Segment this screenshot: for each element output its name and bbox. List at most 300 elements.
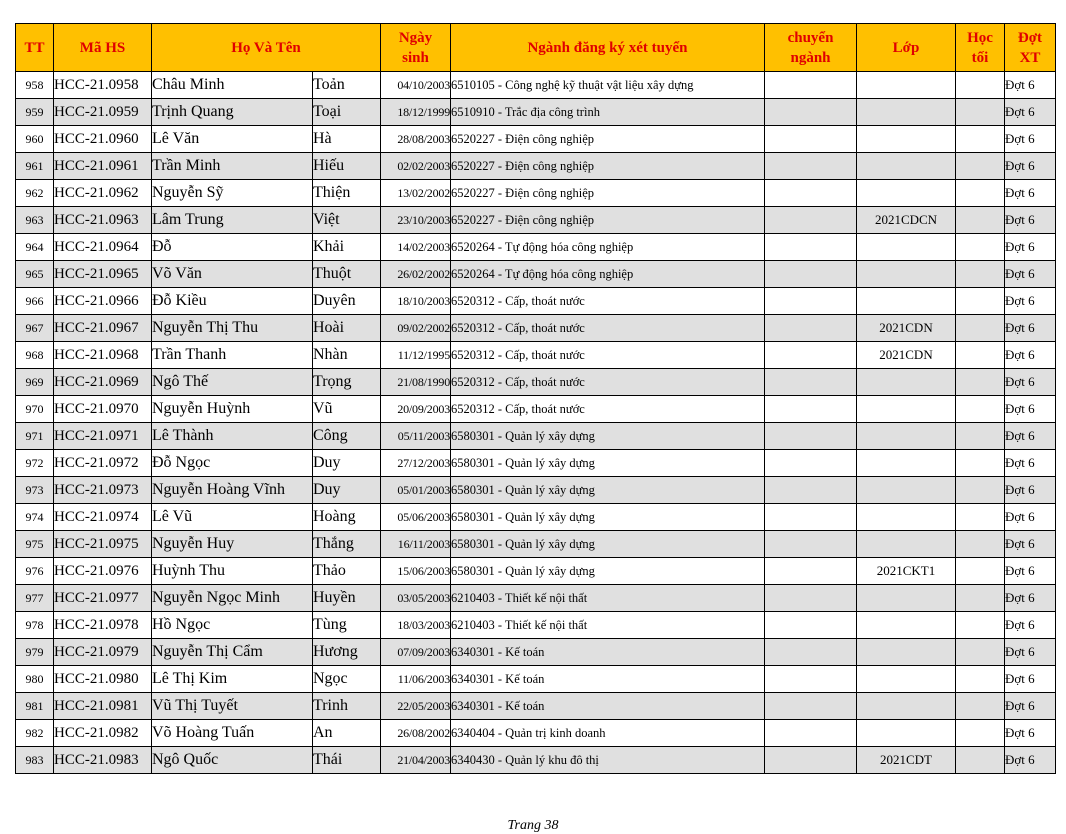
cell-hoc-toi bbox=[956, 585, 1005, 612]
cell-lop bbox=[857, 153, 956, 180]
header-ngay-sinh-line1: Ngày bbox=[398, 29, 433, 46]
cell-tt: 975 bbox=[16, 531, 54, 558]
cell-ten: Việt bbox=[313, 207, 381, 234]
cell-nganh: 6340301 - Kế toán bbox=[451, 666, 765, 693]
cell-tt: 965 bbox=[16, 261, 54, 288]
cell-lop: 2021CKT1 bbox=[857, 558, 956, 585]
cell-chuyen-nganh bbox=[765, 288, 857, 315]
cell-hoc-toi bbox=[956, 693, 1005, 720]
cell-nganh: 6520227 - Điện công nghiệp bbox=[451, 180, 765, 207]
cell-ma-hs: HCC-21.0958 bbox=[54, 72, 152, 99]
cell-lop bbox=[857, 72, 956, 99]
cell-hoc-toi bbox=[956, 261, 1005, 288]
header-ma-hs: Mã HS bbox=[54, 24, 152, 72]
cell-hoc-toi bbox=[956, 612, 1005, 639]
cell-hoc-toi bbox=[956, 72, 1005, 99]
cell-tt: 980 bbox=[16, 666, 54, 693]
cell-ho-ten-dem: Võ Văn bbox=[152, 261, 313, 288]
cell-lop bbox=[857, 180, 956, 207]
cell-chuyen-nganh bbox=[765, 261, 857, 288]
cell-ma-hs: HCC-21.0974 bbox=[54, 504, 152, 531]
cell-ngay-sinh: 21/04/2003 bbox=[381, 747, 451, 774]
cell-ma-hs: HCC-21.0965 bbox=[54, 261, 152, 288]
cell-ten: Nhàn bbox=[313, 342, 381, 369]
header-ngay-sinh-line2: sinh bbox=[402, 49, 429, 66]
cell-dot-xt: Đợt 6 bbox=[1005, 153, 1056, 180]
cell-chuyen-nganh bbox=[765, 585, 857, 612]
cell-tt: 958 bbox=[16, 72, 54, 99]
cell-nganh: 6520264 - Tự động hóa công nghiệp bbox=[451, 261, 765, 288]
cell-ho-ten-dem: Nguyễn Huy bbox=[152, 531, 313, 558]
table-row bbox=[16, 639, 1056, 666]
cell-ho-ten-dem: Đỗ Ngọc bbox=[152, 450, 313, 477]
header-chuyen-nganh bbox=[765, 24, 857, 72]
cell-lop bbox=[857, 585, 956, 612]
cell-nganh: 6580301 - Quản lý xây dựng bbox=[451, 558, 765, 585]
cell-ten: Huyền bbox=[313, 585, 381, 612]
cell-nganh: 6520312 - Cấp, thoát nước bbox=[451, 369, 765, 396]
cell-tt: 967 bbox=[16, 315, 54, 342]
cell-lop bbox=[857, 288, 956, 315]
cell-lop bbox=[857, 126, 956, 153]
cell-hoc-toi bbox=[956, 369, 1005, 396]
cell-ho-ten-dem: Đỗ bbox=[152, 234, 313, 261]
cell-dot-xt: Đợt 6 bbox=[1005, 99, 1056, 126]
cell-nganh: 6340404 - Quản trị kinh doanh bbox=[451, 720, 765, 747]
cell-dot-xt: Đợt 6 bbox=[1005, 504, 1056, 531]
cell-lop bbox=[857, 720, 956, 747]
cell-ho-ten-dem: Châu Minh bbox=[152, 72, 313, 99]
cell-ho-ten-dem: Đỗ Kiều bbox=[152, 288, 313, 315]
cell-ngay-sinh: 28/08/2003 bbox=[381, 126, 451, 153]
cell-ma-hs: HCC-21.0961 bbox=[54, 153, 152, 180]
table-row bbox=[16, 423, 1056, 450]
cell-chuyen-nganh bbox=[765, 450, 857, 477]
table-row bbox=[16, 369, 1056, 396]
cell-dot-xt: Đợt 6 bbox=[1005, 207, 1056, 234]
cell-hoc-toi bbox=[956, 396, 1005, 423]
cell-dot-xt: Đợt 6 bbox=[1005, 180, 1056, 207]
cell-hoc-toi bbox=[956, 180, 1005, 207]
cell-nganh: 6520227 - Điện công nghiệp bbox=[451, 207, 765, 234]
cell-chuyen-nganh bbox=[765, 72, 857, 99]
cell-tt: 976 bbox=[16, 558, 54, 585]
cell-ma-hs: HCC-21.0970 bbox=[54, 396, 152, 423]
cell-ngay-sinh: 18/12/1999 bbox=[381, 99, 451, 126]
cell-nganh: 6520312 - Cấp, thoát nước bbox=[451, 288, 765, 315]
cell-tt: 971 bbox=[16, 423, 54, 450]
cell-ten: Hương bbox=[313, 639, 381, 666]
cell-dot-xt: Đợt 6 bbox=[1005, 585, 1056, 612]
cell-ten: Tùng bbox=[313, 612, 381, 639]
cell-ho-ten-dem: Nguyễn Ngọc Minh bbox=[152, 585, 313, 612]
cell-hoc-toi bbox=[956, 99, 1005, 126]
table-row bbox=[16, 234, 1056, 261]
cell-ho-ten-dem: Huỳnh Thu bbox=[152, 558, 313, 585]
cell-ho-ten-dem: Võ Hoàng Tuấn bbox=[152, 720, 313, 747]
cell-ho-ten-dem: Nguyễn Hoàng Vĩnh bbox=[152, 477, 313, 504]
page-number: Trang 38 bbox=[507, 818, 559, 833]
cell-chuyen-nganh bbox=[765, 747, 857, 774]
cell-ho-ten-dem: Trần Minh bbox=[152, 153, 313, 180]
cell-hoc-toi bbox=[956, 747, 1005, 774]
cell-ma-hs: HCC-21.0966 bbox=[54, 288, 152, 315]
table-row bbox=[16, 72, 1056, 99]
cell-tt: 966 bbox=[16, 288, 54, 315]
header-ho-ten: Họ Và Tên bbox=[152, 24, 381, 72]
cell-chuyen-nganh bbox=[765, 342, 857, 369]
cell-nganh: 6520264 - Tự động hóa công nghiệp bbox=[451, 234, 765, 261]
cell-ngay-sinh: 22/05/2003 bbox=[381, 693, 451, 720]
cell-lop bbox=[857, 639, 956, 666]
cell-dot-xt: Đợt 6 bbox=[1005, 720, 1056, 747]
table-row bbox=[16, 477, 1056, 504]
cell-dot-xt: Đợt 6 bbox=[1005, 288, 1056, 315]
cell-nganh: 6580301 - Quản lý xây dựng bbox=[451, 450, 765, 477]
cell-nganh: 6520227 - Điện công nghiệp bbox=[451, 153, 765, 180]
cell-ngay-sinh: 03/05/2003 bbox=[381, 585, 451, 612]
cell-ten: Thảo bbox=[313, 558, 381, 585]
cell-ngay-sinh: 15/06/2003 bbox=[381, 558, 451, 585]
cell-ma-hs: HCC-21.0982 bbox=[54, 720, 152, 747]
table-row bbox=[16, 450, 1056, 477]
cell-ho-ten-dem: Lê Văn bbox=[152, 126, 313, 153]
cell-ngay-sinh: 14/02/2003 bbox=[381, 234, 451, 261]
header-nganh: Ngành đăng ký xét tuyển bbox=[451, 24, 765, 72]
cell-chuyen-nganh bbox=[765, 180, 857, 207]
cell-ten: Trinh bbox=[313, 693, 381, 720]
cell-dot-xt: Đợt 6 bbox=[1005, 234, 1056, 261]
header-ngay-sinh bbox=[381, 24, 451, 72]
cell-ma-hs: HCC-21.0959 bbox=[54, 99, 152, 126]
cell-ngay-sinh: 18/10/2003 bbox=[381, 288, 451, 315]
cell-tt: 982 bbox=[16, 720, 54, 747]
cell-ngay-sinh: 07/09/2003 bbox=[381, 639, 451, 666]
cell-chuyen-nganh bbox=[765, 315, 857, 342]
cell-lop bbox=[857, 450, 956, 477]
cell-nganh: 6580301 - Quản lý xây dựng bbox=[451, 477, 765, 504]
cell-lop: 2021CDCN bbox=[857, 207, 956, 234]
cell-hoc-toi bbox=[956, 477, 1005, 504]
table-row bbox=[16, 531, 1056, 558]
cell-ma-hs: HCC-21.0979 bbox=[54, 639, 152, 666]
cell-chuyen-nganh bbox=[765, 126, 857, 153]
cell-ten: An bbox=[313, 720, 381, 747]
cell-hoc-toi bbox=[956, 288, 1005, 315]
cell-tt: 973 bbox=[16, 477, 54, 504]
cell-ma-hs: HCC-21.0972 bbox=[54, 450, 152, 477]
header-dot-xt bbox=[1005, 24, 1056, 72]
cell-ma-hs: HCC-21.0973 bbox=[54, 477, 152, 504]
cell-ho-ten-dem: Lâm Trung bbox=[152, 207, 313, 234]
table-row bbox=[16, 504, 1056, 531]
cell-ma-hs: HCC-21.0977 bbox=[54, 585, 152, 612]
cell-nganh: 6580301 - Quản lý xây dựng bbox=[451, 504, 765, 531]
header-hoc-toi-line2: tối bbox=[971, 49, 989, 66]
cell-tt: 969 bbox=[16, 369, 54, 396]
cell-lop: 2021CDN bbox=[857, 315, 956, 342]
table-row bbox=[16, 585, 1056, 612]
cell-tt: 963 bbox=[16, 207, 54, 234]
header-tt: TT bbox=[16, 24, 54, 72]
cell-chuyen-nganh bbox=[765, 666, 857, 693]
cell-ma-hs: HCC-21.0983 bbox=[54, 747, 152, 774]
cell-ten: Toại bbox=[313, 99, 381, 126]
cell-ngay-sinh: 04/10/2003 bbox=[381, 72, 451, 99]
cell-ngay-sinh: 05/06/2003 bbox=[381, 504, 451, 531]
table-row bbox=[16, 612, 1056, 639]
cell-dot-xt: Đợt 6 bbox=[1005, 531, 1056, 558]
cell-chuyen-nganh bbox=[765, 531, 857, 558]
table-row bbox=[16, 207, 1056, 234]
cell-nganh: 6340301 - Kế toán bbox=[451, 639, 765, 666]
cell-tt: 962 bbox=[16, 180, 54, 207]
cell-lop bbox=[857, 396, 956, 423]
cell-chuyen-nganh bbox=[765, 612, 857, 639]
cell-hoc-toi bbox=[956, 639, 1005, 666]
cell-dot-xt: Đợt 6 bbox=[1005, 693, 1056, 720]
cell-ma-hs: HCC-21.0960 bbox=[54, 126, 152, 153]
cell-ho-ten-dem: Hồ Ngọc bbox=[152, 612, 313, 639]
cell-tt: 981 bbox=[16, 693, 54, 720]
cell-ngay-sinh: 09/02/2002 bbox=[381, 315, 451, 342]
cell-ho-ten-dem: Nguyễn Sỹ bbox=[152, 180, 313, 207]
cell-lop: 2021CDT bbox=[857, 747, 956, 774]
cell-lop: 2021CDN bbox=[857, 342, 956, 369]
cell-ngay-sinh: 21/08/1990 bbox=[381, 369, 451, 396]
table-row bbox=[16, 261, 1056, 288]
cell-ma-hs: HCC-21.0964 bbox=[54, 234, 152, 261]
cell-ten: Hiếu bbox=[313, 153, 381, 180]
table-row bbox=[16, 396, 1056, 423]
cell-chuyen-nganh bbox=[765, 423, 857, 450]
cell-chuyen-nganh bbox=[765, 207, 857, 234]
cell-hoc-toi bbox=[956, 153, 1005, 180]
table-row bbox=[16, 180, 1056, 207]
cell-dot-xt: Đợt 6 bbox=[1005, 126, 1056, 153]
cell-chuyen-nganh bbox=[765, 720, 857, 747]
cell-hoc-toi bbox=[956, 234, 1005, 261]
cell-ten: Hoài bbox=[313, 315, 381, 342]
cell-ho-ten-dem: Ngô Thế bbox=[152, 369, 313, 396]
cell-dot-xt: Đợt 6 bbox=[1005, 423, 1056, 450]
header-row bbox=[16, 24, 1056, 72]
cell-nganh: 6520227 - Điện công nghiệp bbox=[451, 126, 765, 153]
table-row bbox=[16, 126, 1056, 153]
cell-ten: Ngọc bbox=[313, 666, 381, 693]
cell-lop bbox=[857, 369, 956, 396]
cell-dot-xt: Đợt 6 bbox=[1005, 747, 1056, 774]
header-hoc-toi-line1: Học bbox=[967, 29, 993, 46]
cell-ngay-sinh: 13/02/2002 bbox=[381, 180, 451, 207]
cell-chuyen-nganh bbox=[765, 639, 857, 666]
cell-tt: 961 bbox=[16, 153, 54, 180]
cell-ngay-sinh: 05/11/2003 bbox=[381, 423, 451, 450]
cell-tt: 979 bbox=[16, 639, 54, 666]
cell-ma-hs: HCC-21.0968 bbox=[54, 342, 152, 369]
cell-nganh: 6520312 - Cấp, thoát nước bbox=[451, 315, 765, 342]
cell-chuyen-nganh bbox=[765, 558, 857, 585]
cell-lop bbox=[857, 423, 956, 450]
table-header bbox=[16, 24, 1056, 72]
cell-ho-ten-dem: Nguyễn Huỳnh bbox=[152, 396, 313, 423]
cell-dot-xt: Đợt 6 bbox=[1005, 72, 1056, 99]
table-row bbox=[16, 747, 1056, 774]
cell-ngay-sinh: 20/09/2003 bbox=[381, 396, 451, 423]
cell-ma-hs: HCC-21.0978 bbox=[54, 612, 152, 639]
cell-ngay-sinh: 16/11/2003 bbox=[381, 531, 451, 558]
cell-hoc-toi bbox=[956, 342, 1005, 369]
cell-ten: Toản bbox=[313, 72, 381, 99]
cell-ngay-sinh: 26/02/2002 bbox=[381, 261, 451, 288]
cell-tt: 960 bbox=[16, 126, 54, 153]
cell-nganh: 6340430 - Quản lý khu đô thị bbox=[451, 747, 765, 774]
table-row bbox=[16, 558, 1056, 585]
cell-ho-ten-dem: Nguyễn Thị Cẩm bbox=[152, 639, 313, 666]
cell-ma-hs: HCC-21.0969 bbox=[54, 369, 152, 396]
cell-ngay-sinh: 11/12/1995 bbox=[381, 342, 451, 369]
cell-hoc-toi bbox=[956, 720, 1005, 747]
cell-hoc-toi bbox=[956, 531, 1005, 558]
cell-chuyen-nganh bbox=[765, 693, 857, 720]
cell-ten: Thái bbox=[313, 747, 381, 774]
cell-chuyen-nganh bbox=[765, 234, 857, 261]
cell-ngay-sinh: 18/03/2003 bbox=[381, 612, 451, 639]
cell-ma-hs: HCC-21.0980 bbox=[54, 666, 152, 693]
cell-ten: Thắng bbox=[313, 531, 381, 558]
cell-chuyen-nganh bbox=[765, 369, 857, 396]
cell-chuyen-nganh bbox=[765, 99, 857, 126]
cell-dot-xt: Đợt 6 bbox=[1005, 666, 1056, 693]
table-row bbox=[16, 720, 1056, 747]
cell-hoc-toi bbox=[956, 450, 1005, 477]
student-roster-table bbox=[15, 23, 1056, 774]
cell-dot-xt: Đợt 6 bbox=[1005, 315, 1056, 342]
table-row bbox=[16, 288, 1056, 315]
cell-dot-xt: Đợt 6 bbox=[1005, 261, 1056, 288]
cell-tt: 970 bbox=[16, 396, 54, 423]
cell-ma-hs: HCC-21.0967 bbox=[54, 315, 152, 342]
cell-ho-ten-dem: Trịnh Quang bbox=[152, 99, 313, 126]
cell-nganh: 6210403 - Thiết kế nội thất bbox=[451, 612, 765, 639]
cell-tt: 978 bbox=[16, 612, 54, 639]
cell-hoc-toi bbox=[956, 504, 1005, 531]
cell-lop bbox=[857, 531, 956, 558]
cell-ten: Thiện bbox=[313, 180, 381, 207]
cell-ngay-sinh: 02/02/2003 bbox=[381, 153, 451, 180]
table-row bbox=[16, 315, 1056, 342]
cell-ma-hs: HCC-21.0962 bbox=[54, 180, 152, 207]
cell-ten: Thuột bbox=[313, 261, 381, 288]
cell-hoc-toi bbox=[956, 423, 1005, 450]
cell-lop bbox=[857, 504, 956, 531]
cell-nganh: 6510910 - Trắc địa công trình bbox=[451, 99, 765, 126]
cell-nganh: 6510105 - Công nghệ kỹ thuật vật liệu xây dựng bbox=[451, 72, 765, 99]
cell-ma-hs: HCC-21.0963 bbox=[54, 207, 152, 234]
header-chuyen-nganh-line2: ngành bbox=[790, 49, 831, 66]
cell-ten: Khải bbox=[313, 234, 381, 261]
cell-dot-xt: Đợt 6 bbox=[1005, 612, 1056, 639]
cell-hoc-toi bbox=[956, 126, 1005, 153]
cell-lop bbox=[857, 234, 956, 261]
header-hoc-toi bbox=[956, 24, 1005, 72]
cell-lop bbox=[857, 477, 956, 504]
header-dot-xt-line1: Đợt bbox=[1017, 29, 1043, 46]
cell-lop bbox=[857, 99, 956, 126]
table-row bbox=[16, 693, 1056, 720]
cell-ma-hs: HCC-21.0981 bbox=[54, 693, 152, 720]
cell-dot-xt: Đợt 6 bbox=[1005, 558, 1056, 585]
cell-tt: 972 bbox=[16, 450, 54, 477]
cell-chuyen-nganh bbox=[765, 504, 857, 531]
cell-ho-ten-dem: Lê Thị Kim bbox=[152, 666, 313, 693]
cell-nganh: 6580301 - Quản lý xây dựng bbox=[451, 423, 765, 450]
cell-lop bbox=[857, 666, 956, 693]
cell-nganh: 6520312 - Cấp, thoát nước bbox=[451, 396, 765, 423]
cell-ngay-sinh: 27/12/2003 bbox=[381, 450, 451, 477]
cell-ho-ten-dem: Trần Thanh bbox=[152, 342, 313, 369]
cell-ma-hs: HCC-21.0971 bbox=[54, 423, 152, 450]
cell-ho-ten-dem: Lê Thành bbox=[152, 423, 313, 450]
cell-nganh: 6210403 - Thiết kế nội thất bbox=[451, 585, 765, 612]
cell-ten: Hà bbox=[313, 126, 381, 153]
cell-ten: Duy bbox=[313, 450, 381, 477]
cell-tt: 968 bbox=[16, 342, 54, 369]
table-row bbox=[16, 153, 1056, 180]
cell-tt: 983 bbox=[16, 747, 54, 774]
cell-ten: Trọng bbox=[313, 369, 381, 396]
table-body bbox=[16, 72, 1056, 774]
table-row bbox=[16, 342, 1056, 369]
cell-dot-xt: Đợt 6 bbox=[1005, 369, 1056, 396]
cell-tt: 959 bbox=[16, 99, 54, 126]
table-row bbox=[16, 666, 1056, 693]
cell-dot-xt: Đợt 6 bbox=[1005, 396, 1056, 423]
cell-ngay-sinh: 26/08/2002 bbox=[381, 720, 451, 747]
cell-hoc-toi bbox=[956, 558, 1005, 585]
cell-nganh: 6340301 - Kế toán bbox=[451, 693, 765, 720]
cell-chuyen-nganh bbox=[765, 396, 857, 423]
cell-ngay-sinh: 11/06/2003 bbox=[381, 666, 451, 693]
cell-ho-ten-dem: Ngô Quốc bbox=[152, 747, 313, 774]
cell-ten: Duyên bbox=[313, 288, 381, 315]
cell-ho-ten-dem: Vũ Thị Tuyết bbox=[152, 693, 313, 720]
cell-nganh: 6580301 - Quản lý xây dựng bbox=[451, 531, 765, 558]
cell-lop bbox=[857, 612, 956, 639]
cell-chuyen-nganh bbox=[765, 153, 857, 180]
cell-ngay-sinh: 23/10/2003 bbox=[381, 207, 451, 234]
cell-ho-ten-dem: Nguyễn Thị Thu bbox=[152, 315, 313, 342]
cell-hoc-toi bbox=[956, 315, 1005, 342]
table-row bbox=[16, 99, 1056, 126]
cell-dot-xt: Đợt 6 bbox=[1005, 477, 1056, 504]
cell-tt: 977 bbox=[16, 585, 54, 612]
cell-ma-hs: HCC-21.0976 bbox=[54, 558, 152, 585]
cell-ten: Công bbox=[313, 423, 381, 450]
cell-lop bbox=[857, 261, 956, 288]
cell-ma-hs: HCC-21.0975 bbox=[54, 531, 152, 558]
cell-dot-xt: Đợt 6 bbox=[1005, 450, 1056, 477]
cell-hoc-toi bbox=[956, 666, 1005, 693]
header-chuyen-nganh-line1: chuyển bbox=[787, 29, 834, 46]
cell-tt: 974 bbox=[16, 504, 54, 531]
cell-ngay-sinh: 05/01/2003 bbox=[381, 477, 451, 504]
cell-ten: Hoàng bbox=[313, 504, 381, 531]
header-lop: Lớp bbox=[857, 24, 956, 72]
cell-nganh: 6520312 - Cấp, thoát nước bbox=[451, 342, 765, 369]
cell-tt: 964 bbox=[16, 234, 54, 261]
cell-hoc-toi bbox=[956, 207, 1005, 234]
